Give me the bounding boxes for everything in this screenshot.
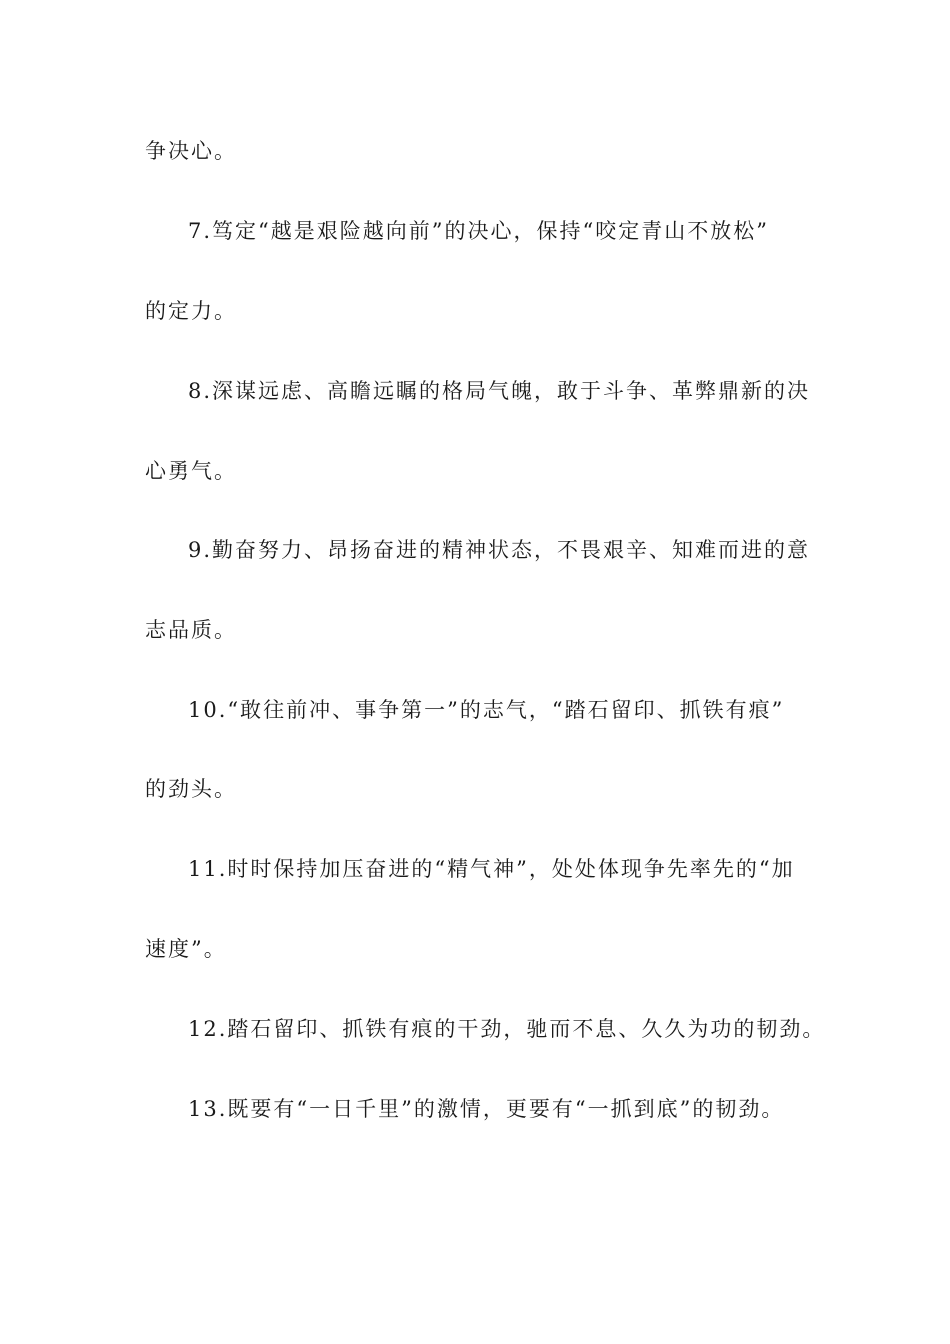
paragraph-line: 11.时时保持加压奋进的“精气神”，处处体现争先率先的“加 <box>188 857 795 881</box>
paragraph-line: 7.笃定“越是艰险越向前”的决心，保持“咬定青山不放松” <box>188 219 769 243</box>
paragraph-line: 心勇气。 <box>145 459 237 483</box>
paragraph-line: 的定力。 <box>145 299 237 323</box>
paragraph-line: 12.踏石留印、抓铁有痕的干劲，驰而不息、久久为功的韧劲。 <box>188 1017 826 1041</box>
paragraph-line: 13.既要有“一日千里”的激情，更要有“一抓到底”的韧劲。 <box>188 1097 785 1121</box>
paragraph-line: 的劲头。 <box>145 777 237 801</box>
paragraph-line: 志品质。 <box>145 618 237 642</box>
paragraph-line: 10.“敢往前冲、事争第一”的志气，“踏石留印、抓铁有痕” <box>188 698 785 722</box>
paragraph-line: 8.深谋远虑、高瞻远瞩的格局气魄，敢于斗争、革弊鼎新的决 <box>188 379 811 403</box>
paragraph-line: 9.勤奋努力、昂扬奋进的精神状态，不畏艰辛、知难而进的意 <box>188 538 811 562</box>
paragraph-line: 争决心。 <box>145 139 237 163</box>
paragraph-line: 速度”。 <box>145 937 227 961</box>
